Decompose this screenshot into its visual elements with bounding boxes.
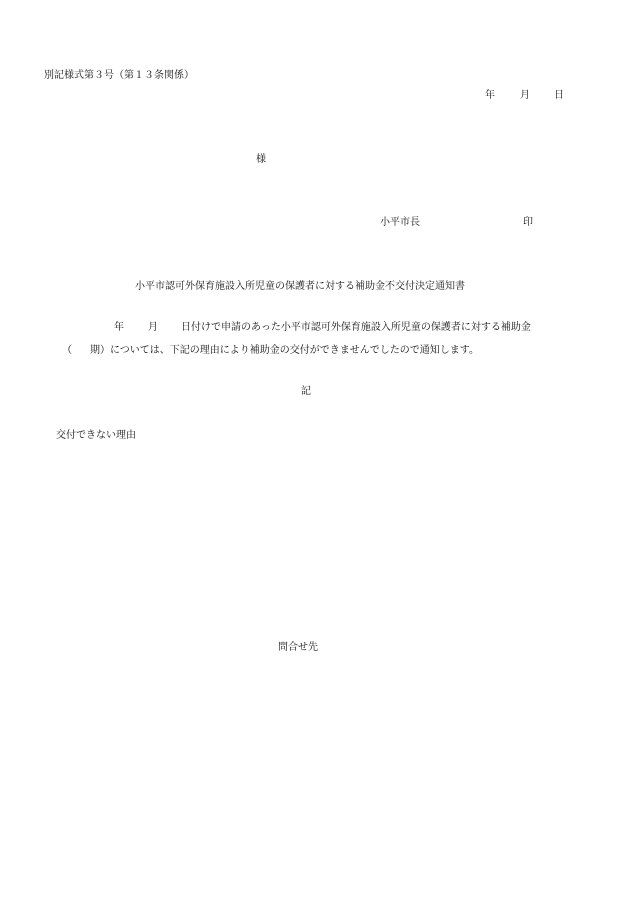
addressee-honorific: 様: [256, 154, 266, 165]
form-number: 別記様式第３号（第１３条関係）: [44, 70, 194, 81]
body-line1-text: 日付けで申請のあった小平市認可外保育施設入所児童の保護者に対する補助金: [181, 322, 531, 333]
seal-mark: 印: [523, 217, 533, 228]
body-open-paren: （: [62, 345, 72, 356]
document-title: 小平市認可外保育施設入所児童の保護者に対する補助金不交付決定通知書: [135, 281, 465, 292]
body-month-label: 月: [148, 322, 158, 333]
sender-name: 小平市長: [380, 217, 420, 228]
reason-label: 交付できない理由: [56, 430, 136, 441]
date-month-label: 月: [520, 90, 530, 101]
date-day-label: 日: [554, 90, 564, 101]
body-line2-text: 期）については、下記の理由により補助金の交付ができませんでしたので通知します。: [90, 345, 479, 356]
ki-heading: 記: [301, 386, 311, 397]
date-year-label: 年: [485, 90, 495, 101]
body-year-label: 年: [114, 322, 124, 333]
contact-label: 問合せ先: [278, 642, 318, 653]
